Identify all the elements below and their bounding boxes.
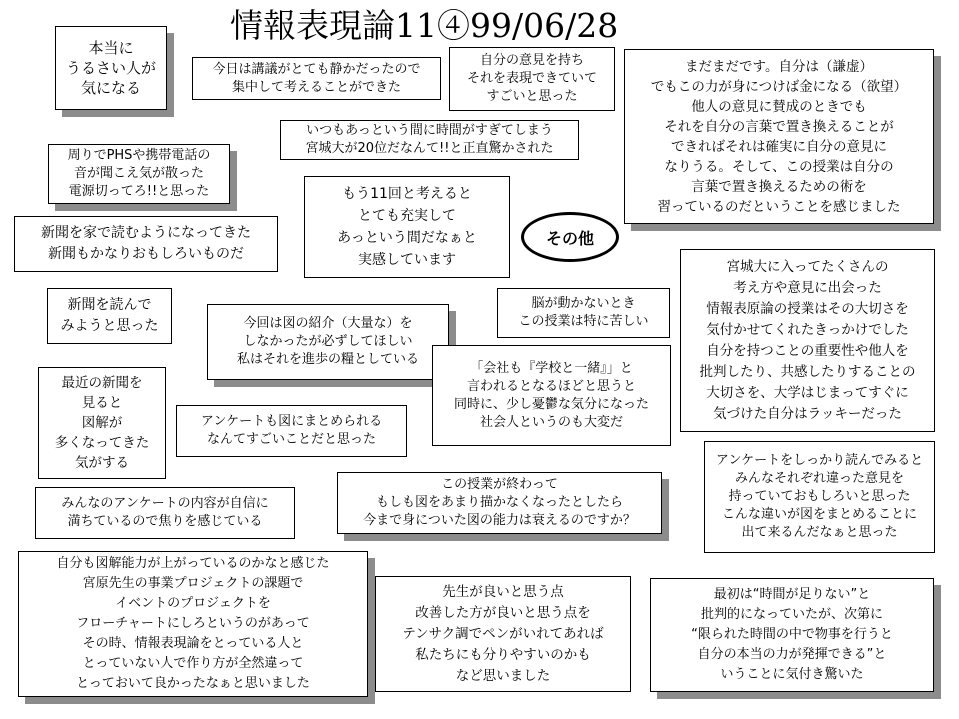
note-line: しなかったが必ずしてほしい	[243, 334, 413, 349]
note-line: など思いました	[455, 667, 551, 684]
comment-note	[55, 26, 167, 110]
comment-note	[650, 578, 934, 692]
page-title: 情報表現論11④99/06/28	[230, 6, 619, 45]
note-line: 今回は図の紹介（大量な）を	[243, 316, 413, 331]
note-line: もう11回と考えると	[342, 186, 472, 202]
note-line: とっておいて良かったなぁと思いました	[76, 676, 310, 691]
note-line: 最初は“時間が足りない”と	[713, 587, 871, 602]
note-line: “限られた時間の中で物事を行うと	[691, 627, 893, 642]
comment-note	[497, 288, 670, 338]
note-line: アンケートも図にまとめられる	[200, 414, 383, 429]
note-line: 満ちているので焦りを感じている	[67, 514, 263, 529]
note-line: なんてすごいことだと思った	[206, 432, 376, 447]
note-line: 自分も図解能力が上がっているのかなと感じた	[56, 556, 330, 571]
comment-note	[337, 472, 662, 534]
note-line: 気がする	[75, 455, 129, 471]
note-line: 周りでPHSや携帯電話の	[67, 148, 211, 163]
comment-note	[624, 49, 934, 224]
note-line: 新聞を家で読むようになってきた	[41, 225, 251, 241]
note-line: 私たちにも分りやすいのかも	[415, 646, 591, 663]
note-line: なりうる。そして、この授業は自分の	[664, 158, 894, 175]
note-line: 先生が良いと思う点	[442, 583, 564, 600]
note-line: 社会人というのも大変だ	[479, 414, 623, 430]
note-line: 宮城大が20位だなんて!!と正直驚かされた	[305, 141, 554, 156]
note-line: 自分の意見を持ち	[479, 53, 584, 68]
comment-note	[47, 288, 172, 344]
note-line: うるさい人が	[65, 59, 156, 77]
comment-note	[449, 47, 615, 111]
note-line: 電源切ってろ!!と思った	[68, 184, 210, 199]
note-line: みようと思った	[60, 318, 159, 334]
note-line: 言われるとなるほどと思うと	[466, 378, 636, 394]
note-line: みんなそれぞれ違った意見を	[734, 471, 904, 486]
note-line: 実感しています	[358, 252, 456, 268]
comment-note	[192, 57, 441, 100]
note-line: 最近の新聞を	[61, 375, 143, 391]
note-line: 本当に	[88, 39, 134, 57]
note-line: 今まで身についた図の能力は衰えるのですか？	[363, 513, 636, 528]
note-line: 改善した方が良いと思う点を	[415, 604, 591, 621]
note-line: 脳が動かないとき	[531, 296, 636, 311]
note-line: 宮原先生の事業プロジェクトの課題で	[82, 576, 304, 591]
note-line: 考え方や意見に出会った	[733, 279, 882, 296]
note-line: 今日は講議がとても静かだったので	[212, 61, 421, 77]
comment-note	[704, 441, 935, 553]
note-line: 批判したり、共感したりすることの	[699, 363, 916, 380]
note-line: 新聞を読んで	[67, 297, 152, 313]
note-line: 多くなってきた	[54, 435, 150, 451]
note-line: 大切さを、大学はじまってすぐに	[706, 384, 909, 401]
note-line: とっていない人で作り方が全然違って	[82, 656, 304, 671]
note-line: 新聞もかなりおもしろいものだ	[48, 246, 244, 262]
note-line: それを自分の言葉で置き換えることが	[664, 118, 894, 135]
note-line: 出て来るんだなぁと思った	[741, 525, 898, 540]
comment-note	[176, 405, 407, 457]
comment-note	[14, 216, 278, 272]
note-line: いうことに気付き驚いた	[720, 667, 864, 682]
note-line: まだまだです。自分は（謙虚）	[685, 58, 873, 75]
note-line: テンサク調でペンがいれてあれば	[402, 625, 604, 642]
note-line: 習っているのだということを感じました	[657, 198, 901, 215]
note-line: 自分を持つことの重要性や他人を	[706, 342, 909, 359]
note-line: 言葉で置き換えるための術を	[691, 178, 867, 195]
note-line: いつもあっという間に時間がすぎてしまう	[306, 123, 553, 138]
note-line: 集中して考えることができた	[231, 79, 401, 95]
note-line: 気付かせてくれたきっかけでした	[706, 321, 909, 338]
note-line: この授業は特に苦しい	[518, 314, 649, 329]
note-line: その時、情報表現論をとっている人と	[82, 636, 304, 651]
note-line: 自分の本当の力が発揮できる”と	[697, 647, 887, 662]
note-line: 「会社も『学校と一緒』」と	[470, 360, 633, 376]
note-line: 他人の意見に賛成のときでも	[691, 98, 867, 115]
note-line: 同時に、少し憂鬱な気分になった	[453, 396, 649, 412]
comment-note	[207, 304, 449, 380]
note-line: 情報表原論の授業はその大切さを	[706, 300, 909, 317]
comment-note	[18, 551, 368, 697]
note-line: アンケートをしっかり読んでみると	[715, 453, 924, 468]
note-line: 気づけた自分はラッキーだった	[713, 405, 902, 422]
note-line: みんなのアンケートの内容が自信に	[61, 496, 269, 511]
note-line: 持っていておもしろいと思った	[728, 489, 911, 504]
note-line: 宮城大に入ってたくさんの	[726, 258, 889, 275]
note-line: できればそれは確実に自分の意見に	[671, 138, 887, 155]
comment-note	[432, 345, 671, 446]
note-line: 批判的になっていたが、次第に	[700, 607, 883, 622]
note-line: もしも図をあまり描かなくなったとしたら	[375, 495, 623, 510]
note-line: こんな違いが図をまとめることに	[721, 507, 917, 522]
note-line: 見ると	[81, 395, 123, 411]
comment-note	[680, 249, 935, 432]
note-line: すごいと思った	[486, 89, 578, 104]
note-line: イベントのプロジェクトを	[115, 596, 271, 611]
note-line: フローチャートにしろというのがあって	[76, 616, 310, 631]
note-line: この授業が終わって	[441, 477, 558, 492]
note-line: それを表現できていて	[466, 71, 597, 86]
comment-note	[35, 487, 295, 539]
note-line: でもこの力が身につけば金になる（欲望）	[650, 78, 908, 95]
note-line: とても充実して	[358, 208, 456, 224]
comment-note	[304, 176, 510, 278]
comment-note	[375, 576, 631, 692]
note-line: 音が聞こえ気が散った	[73, 166, 204, 181]
note-line: 図解が	[81, 415, 123, 431]
note-line: あっという間だなぁと	[337, 230, 477, 246]
comment-note	[38, 367, 166, 479]
note-line: 気になる	[80, 79, 141, 97]
comment-note	[48, 144, 230, 204]
category-label-other: その他	[521, 212, 619, 262]
comment-note	[280, 120, 579, 160]
note-line: 私はそれを進歩の糧としている	[236, 352, 419, 367]
